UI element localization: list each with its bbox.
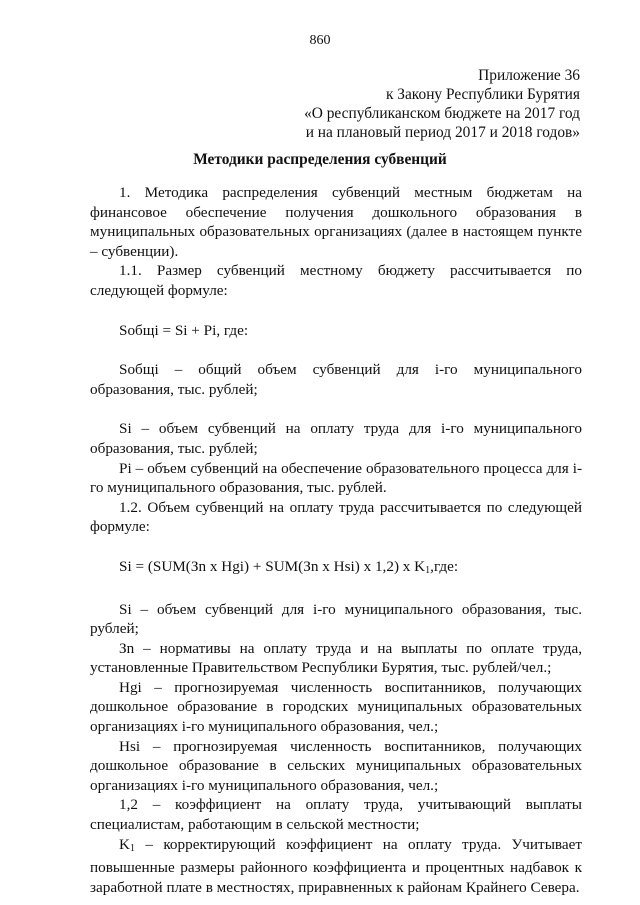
formula-labor-subscript: 1	[425, 564, 431, 576]
definition-coefficient-1-2: 1,2 – коэффициент на оплату труда, учитывающий выплаты специалистам, работающим в сельской местности;	[90, 796, 582, 834]
document-title: Методики распределения субвенций	[193, 151, 447, 168]
appendix-line-3: «О республиканском бюджете на 2017 год	[304, 105, 580, 122]
definition-hsi: Hsi – прогнозируемая численность воспитанников, получающих дошкольное образование в сельских муниципальных образовательных организациях i-го муниципального образования, чел.;	[90, 737, 582, 794]
page-number: 860	[309, 33, 331, 48]
appendix-line-4: и на плановый период 2017 и 2018 годов»	[305, 124, 580, 141]
appendix-line-2: к Закону Республики Бурятия	[385, 86, 580, 103]
k1-subscript: 1	[129, 842, 135, 854]
formula-total-subvention: Sобщi = Si + Pi, где:	[119, 321, 249, 339]
k1-description: – корректирующий коэффициент на оплату труда. Учитывает повышенные размеры районного коэффициента и процентных надбавок к заработной плате в местностях, приравненных к районам Крайнего Севера.	[90, 835, 582, 896]
definition-si: Si – объем субвенций на оплату труда для i-го муниципального образования, тыс. рублей;	[90, 420, 582, 457]
definition-pi: Pi – объем субвенций на обеспечение образовательного процесса для i-го муниципального образования, тыс. рублей.	[90, 459, 582, 497]
appendix-header	[304, 66, 580, 142]
paragraph-1-2: 1.2. Объем субвенций на оплату труда рассчитывается по следующей формуле:	[90, 498, 582, 536]
paragraph-1: 1. Методика распределения субвенций местным бюджетам на финансовое обеспечение получения дошкольного образования в муниципальных образовательных организациях (далее в настоящем пункте – субвенции).	[90, 184, 582, 260]
formula-labor-main: Si = (SUM(Зn x Hgi) + SUM(Зn x Hsi) x 1,2) x K	[119, 557, 426, 575]
formula-labor-subvention	[90, 557, 582, 581]
definition-zn: Зn – нормативы на оплату труда и на выплаты по оплате труда, установленные Правительством Республики Бурятия, тыс. рублей/чел.;	[90, 639, 582, 677]
definition-hgi: Hgi – прогнозируемая численность воспитанников, получающих дошкольное образование в городских муниципальных образовательных организациях i-го муниципального образования, чел.;	[90, 678, 582, 736]
definition-si-2: Si – объем субвенций для i-го муниципального образования, тыс. рублей;	[90, 600, 582, 638]
document-body	[90, 183, 582, 897]
formula-labor-tail: ,где:	[430, 557, 459, 575]
k1-symbol: K	[119, 835, 130, 853]
paragraph-1-1: 1.1. Размер субвенций местному бюджету рассчитывается по следующей формуле:	[90, 262, 582, 299]
definition-k1	[90, 835, 582, 898]
definition-s-total: Sобщi – общий объем субвенций для i-го муниципального образования, тыс. рублей;	[90, 361, 582, 398]
appendix-line-1: Приложение 36	[478, 67, 580, 84]
